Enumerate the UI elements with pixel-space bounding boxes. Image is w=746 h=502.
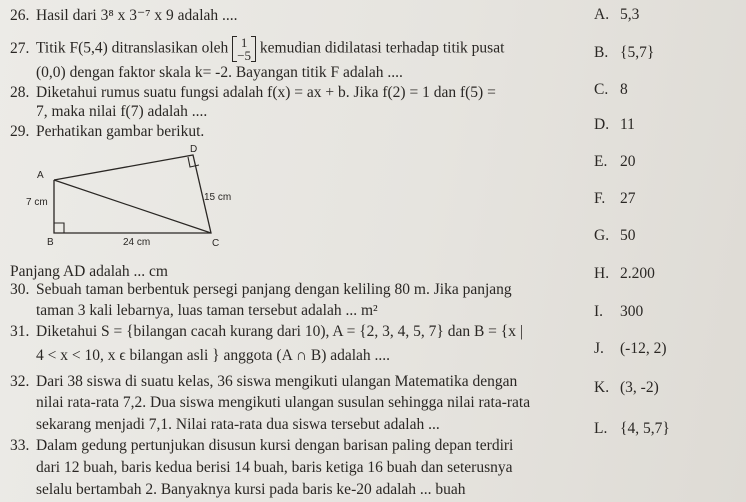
option-value: 8	[620, 81, 628, 98]
question-29-prompt: Panjang AD adalah ... cm	[10, 263, 168, 280]
option-value: (3, -2)	[620, 379, 659, 396]
question-32	[10, 372, 517, 391]
question-27-line-2: (0,0) dengan faktor skala k= -2. Bayangan titik F adalah ....	[36, 64, 403, 81]
diagonal-ac	[54, 180, 211, 233]
question-27	[10, 36, 504, 62]
vertex-c-label: C	[212, 238, 220, 249]
option-j	[594, 339, 667, 358]
question-text: Dalam gedung pertunjukan disusun kursi dengan barisan paling depan terdiri	[36, 437, 514, 454]
option-i	[594, 302, 643, 321]
length-cd-label: 15 cm	[204, 192, 232, 203]
option-value: {5,7}	[620, 44, 655, 61]
question-number: 30.	[10, 281, 30, 298]
length-ab-label: 7 cm	[26, 197, 48, 208]
matrix-top: 1	[240, 35, 248, 50]
option-letter: B.	[594, 44, 609, 61]
question-28	[10, 83, 496, 102]
option-value: 11	[620, 116, 635, 133]
option-h	[594, 264, 655, 283]
option-l	[594, 419, 670, 438]
question-32-line-2: nilai rata-rata 7,2. Dua siswa mengikuti ulangan susulan sehingga nilai rata-rata	[36, 394, 531, 411]
option-e	[594, 152, 636, 171]
question-number: 29.	[10, 123, 30, 140]
question-28-line-2: 7, maka nilai f(7) adalah ....	[36, 103, 208, 120]
option-f	[594, 189, 636, 208]
option-value: 50	[620, 227, 636, 244]
question-33-line-2: dari 12 buah, baris kedua berisi 14 buah, baris ketiga 16 buah dan seterusnya	[36, 459, 513, 476]
question-29	[10, 122, 204, 141]
option-b	[594, 43, 654, 62]
question-number: 26.	[10, 7, 30, 24]
question-32-line-3: sekarang menjadi 7,1. Nilai rata-rata dua siswa tersebut adalah ...	[36, 416, 440, 433]
question-number: 27.	[10, 39, 30, 57]
question-number: 32.	[10, 373, 30, 390]
option-letter: A.	[594, 6, 610, 23]
option-letter: I.	[594, 303, 604, 320]
question-text: Dari 38 siswa di suatu kelas, 36 siswa mengikuti ulangan Matematika dengan	[36, 373, 518, 390]
option-value: 5,3	[620, 6, 640, 23]
length-bc-label: 24 cm	[123, 237, 151, 248]
option-value: 27	[620, 190, 636, 207]
option-value: 2.200	[620, 265, 655, 282]
option-letter: E.	[594, 153, 608, 170]
quadrilateral-figure	[26, 144, 258, 250]
option-letter: K.	[594, 379, 610, 396]
option-letter: C.	[594, 81, 609, 98]
question-33	[10, 436, 513, 455]
figure-svg	[26, 144, 258, 250]
option-letter: H.	[594, 265, 610, 282]
question-text: Perhatikan gambar berikut.	[36, 123, 205, 140]
figure-outline	[54, 155, 211, 233]
option-letter: G.	[594, 227, 610, 244]
question-33-line-3: selalu bertambah 2. Banyaknya kursi pada baris ke-20 adalah ... buah	[36, 481, 466, 498]
option-letter: L.	[594, 420, 608, 437]
option-letter: D.	[594, 116, 610, 133]
option-value: {4, 5,7}	[620, 420, 670, 437]
translation-matrix	[232, 36, 256, 62]
question-text: Diketahui S = {bilangan cacah kurang dari 10), A = {2, 3, 4, 5, 7} dan B = {x |	[36, 323, 523, 340]
question-text: Sebuah taman berbentuk persegi panjang dengan keliling 80 m. Jika panjang	[36, 281, 512, 298]
option-value: (-12, 2)	[620, 340, 667, 357]
matrix-bottom: −5	[237, 48, 252, 63]
question-text: Hasil dari 3⁸ x 3⁻⁷ x 9 adalah ....	[36, 7, 238, 24]
question-text: kemudian didilatasi terhadap titik pusat	[259, 39, 505, 57]
option-d	[594, 115, 635, 134]
question-number: 33.	[10, 437, 30, 454]
question-number: 28.	[10, 84, 30, 101]
question-31	[10, 322, 523, 341]
option-g	[594, 226, 636, 245]
option-a	[594, 5, 639, 24]
question-26	[10, 6, 238, 25]
option-letter: J.	[594, 340, 604, 357]
question-number: 31.	[10, 323, 30, 340]
vertex-b-label: B	[47, 237, 54, 248]
question-31-line-2: 4 < x < 10, x ϵ bilangan asli } anggota (A ∩ B) adalah ....	[36, 347, 391, 364]
vertex-d-label: D	[190, 144, 198, 155]
question-text: Diketahui rumus suatu fungsi adalah f(x) = ax + b. Jika f(2) = 1 dan f(5) =	[36, 84, 496, 101]
option-value: 300	[620, 303, 644, 320]
option-k	[594, 378, 659, 397]
option-value: 20	[620, 153, 636, 170]
option-letter: F.	[594, 190, 606, 207]
option-c	[594, 80, 628, 99]
right-angle-b-marker	[54, 223, 64, 233]
question-30	[10, 280, 512, 299]
question-text: Titik F(5,4) ditranslasikan oleh	[36, 39, 229, 57]
vertex-a-label: A	[37, 170, 44, 181]
question-30-line-2: taman 3 kali lebarnya, luas taman tersebut adalah ... m²	[36, 302, 378, 319]
